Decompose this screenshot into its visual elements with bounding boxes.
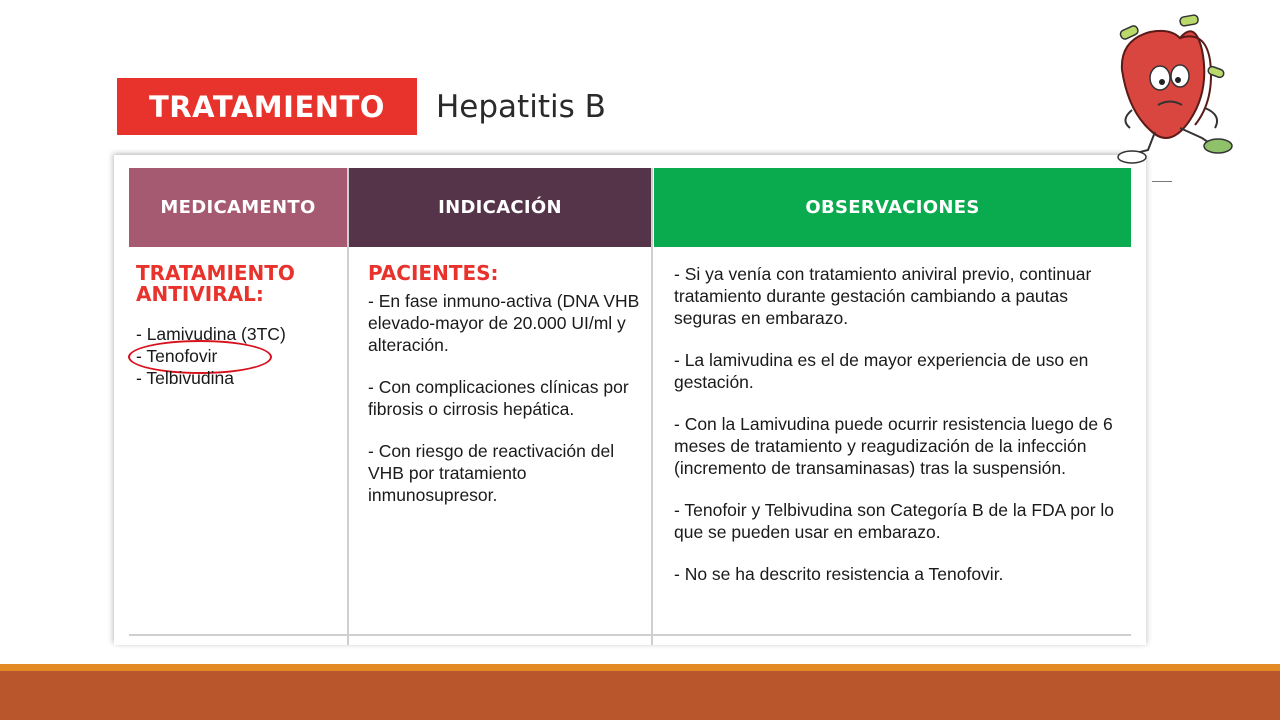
observation-item: - No se ha descrito resistencia a Tenofovir. xyxy=(674,564,1004,584)
drug-list xyxy=(136,323,341,389)
treatment-table xyxy=(114,155,1146,645)
drug-item-highlighted: - Tenofovir xyxy=(136,345,341,367)
table-bottom-rule xyxy=(129,634,1131,636)
footer-stripe xyxy=(0,664,1280,671)
footer-band xyxy=(0,671,1280,720)
medicamento-cell xyxy=(136,263,341,389)
header-indicacion: INDICACIÓN xyxy=(349,168,651,247)
title-badge: TRATAMIENTO xyxy=(117,78,417,135)
header-medicamento: MEDICAMENTO xyxy=(129,168,347,247)
observaciones-cell xyxy=(674,263,1129,605)
observation-item: - Con la Lamivudina puede ocurrir resistencia luego de 6 meses de tratamiento y reagudización de la infección (incremento de transaminasas) tras la suspensión. xyxy=(674,414,1113,478)
mascot-underline xyxy=(1152,181,1172,182)
patients-heading: PACIENTES: xyxy=(368,261,499,285)
indication-item: - Con riesgo de reactivación del VHB por tratamiento inmunosupresor. xyxy=(368,441,615,505)
indication-item: - Con complicaciones clínicas por fibrosis o cirrosis hepática. xyxy=(368,377,629,419)
drug-item: - Lamivudina (3TC) xyxy=(136,324,286,344)
column-divider xyxy=(347,168,349,645)
indication-item: - En fase inmuno-activa (DNA VHB elevado-mayor de 20.000 UI/ml y alteración. xyxy=(368,291,640,355)
header-observaciones: OBSERVACIONES xyxy=(654,168,1131,247)
drug-item: - Telbivudina xyxy=(136,368,234,388)
title-subtitle: Hepatitis B xyxy=(436,88,606,125)
observation-item: - La lamivudina es el de mayor experiencia de uso en gestación. xyxy=(674,350,1089,392)
liver-mascot-icon xyxy=(1110,10,1250,180)
column-divider xyxy=(651,168,653,645)
observation-item: - Si ya venía con tratamiento aniviral previo, continuar tratamiento durante gestación cambiando a pautas seguras en embarazo. xyxy=(674,264,1092,328)
antiviral-heading: TRATAMIENTO ANTIVIRAL: xyxy=(136,261,295,306)
observation-item: - Tenofoir y Telbivudina son Categoría B de la FDA por lo que se pueden usar en embarazo. xyxy=(674,500,1115,542)
indicacion-cell xyxy=(368,263,648,526)
